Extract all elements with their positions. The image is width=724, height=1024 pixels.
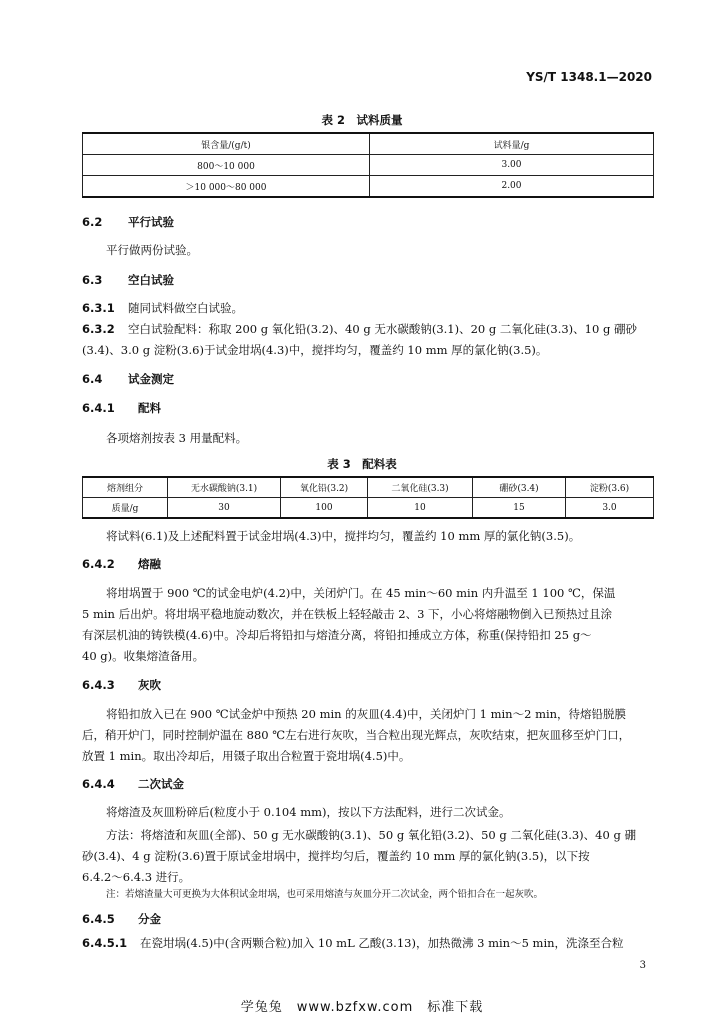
table3-header-cell: 二氧化硅(3.3) xyxy=(368,477,473,498)
table2 xyxy=(82,132,654,198)
paragraph-line: 将铅扣放入已在 900 ℃试金炉中预热 20 min 的灰皿(4.4)中，关闭炉门 1 min～2 min，待熔铅脱膜 xyxy=(106,707,627,721)
table3-cell: 10 xyxy=(368,498,473,519)
page-number: 3 xyxy=(639,960,646,971)
paragraph-line: 将熔渣及灰皿粉碎后(粒度小于 0.104 mm)，按以下方法配料，进行二次试金。 xyxy=(106,805,511,819)
section-title: 二次试金 xyxy=(138,777,184,791)
table3-cell: 质量/g xyxy=(83,498,168,519)
section-number: 6.2 xyxy=(82,215,103,229)
table2-caption: 表 2 试料质量 xyxy=(321,113,403,127)
table3-header-cell: 无水碳酸钠(3.1) xyxy=(168,477,281,498)
section-title: 熔融 xyxy=(138,557,161,571)
paragraph: 平行做两份试验。 xyxy=(106,243,198,257)
standard-number: YS/T 1348.1—2020 xyxy=(526,70,652,84)
section-number: 6.4.4 xyxy=(82,777,115,791)
table3-header-cell: 淀粉(3.6) xyxy=(566,477,654,498)
paragraph: (3.4)、3.0 g 淀粉(3.6)于试金坩埚(4.3)中，搅拌均匀，覆盖约 10 mm 厚的氯化钠(3.5)。 xyxy=(82,343,548,357)
clause-number: 6.4.5.1 xyxy=(82,936,128,950)
section-6-4-heading xyxy=(82,371,174,387)
clause-6-4-5-1 xyxy=(82,933,682,955)
section-number: 6.4.2 xyxy=(82,557,115,571)
section-number: 6.4.5 xyxy=(82,912,115,926)
paragraph-line: 5 min 后出炉。将坩埚平稳地旋动数次，并在铁板上轻轻敲击 2、3 下，小心将熔融物倒入已预热过且涂 xyxy=(82,607,613,621)
table2-cell: ＞10 000～80 000 xyxy=(83,176,370,198)
table3-cell: 30 xyxy=(168,498,281,519)
paragraph-line: 放置 1 min。取出冷却后，用镊子取出合粒置于瓷坩埚(4.5)中。 xyxy=(82,749,411,763)
section-6-2-heading xyxy=(82,214,174,230)
section-title: 分金 xyxy=(138,912,161,926)
paragraph-line: 40 g)。收集熔渣备用。 xyxy=(82,649,205,663)
table3-cell: 15 xyxy=(473,498,566,519)
section-number: 6.4 xyxy=(82,372,103,386)
paragraph-line: 有深层机油的铸铁模(4.6)中。冷却后将铅扣与熔渣分离，将铅扣捶成立方体，称重(保持铅扣 25 g～ xyxy=(82,628,592,642)
section-title: 灰吹 xyxy=(138,678,161,692)
table-row xyxy=(83,498,654,519)
clause-number: 6.3.2 xyxy=(82,322,115,336)
paragraph-line: 后，稍开炉门，同时控制炉温在 880 ℃左右进行灰吹，当合粒出现光辉点，灰吹结束，把灰皿移至炉门口， xyxy=(82,728,631,742)
table3-cell: 3.0 xyxy=(566,498,654,519)
section-6-3-heading xyxy=(82,272,174,288)
section-number: 6.4.3 xyxy=(82,678,115,692)
table-row xyxy=(83,176,654,198)
paragraph-line: 6.4.2～6.4.3 进行。 xyxy=(82,870,191,884)
table3-header-row xyxy=(83,477,654,498)
paragraph-line: 方法：将熔渣和灰皿(全部)、50 g 无水碳酸钠(3.1)、50 g 氧化铅(3.2)、50 g 二氧化硅(3.3)、40 g 硼 xyxy=(106,828,636,842)
section-title: 平行试验 xyxy=(128,215,174,229)
paragraph: 各项熔剂按表 3 用量配料。 xyxy=(106,431,248,445)
table3-header-cell: 熔剂组分 xyxy=(83,477,168,498)
table3-header-cell: 氧化铅(3.2) xyxy=(281,477,368,498)
paragraph-line: 将坩埚置于 900 ℃的试金电炉(4.2)中，关闭炉门。在 45 min～60 min 内升温至 1 100 ℃，保温 xyxy=(106,586,616,600)
section-6-4-2-heading xyxy=(82,556,161,572)
section-6-4-1-heading xyxy=(82,400,161,416)
table2-cell: 2.00 xyxy=(370,176,654,198)
clause-6-3-1 xyxy=(82,298,662,320)
table3-header-cell: 硼砂(3.4) xyxy=(473,477,566,498)
table3 xyxy=(82,476,654,519)
section-6-4-3-heading xyxy=(82,677,161,693)
note: 注：若熔渣量大可更换为大体积试金坩埚，也可采用熔渣与灰皿分开二次试金，两个铅扣合在一起灰吹。 xyxy=(106,889,544,900)
clause-number: 6.3.1 xyxy=(82,301,115,315)
paragraph: 将试料(6.1)及上述配料置于试金坩埚(4.3)中，搅拌均匀，覆盖约 10 mm 厚的氯化钠(3.5)。 xyxy=(106,529,581,543)
section-title: 配料 xyxy=(138,401,161,415)
clause-6-3-2 xyxy=(82,319,662,341)
section-number: 6.4.1 xyxy=(82,401,115,415)
paragraph-line: 砂(3.4)、4 g 淀粉(3.6)置于原试金坩埚中，搅拌均匀后，覆盖约 10 mm 厚的氯化钠(3.5)，以下按 xyxy=(82,849,590,863)
section-6-4-5-heading xyxy=(82,911,161,927)
table2-cell: 800～10 000 xyxy=(83,155,370,176)
footer-watermark: 学兔兔 www.bzfxw.com 标准下载 xyxy=(240,1000,484,1015)
section-title: 空白试验 xyxy=(128,273,174,287)
table3-cell: 100 xyxy=(281,498,368,519)
clause-text: 随同试料做空白试验。 xyxy=(128,301,243,315)
table2-cell: 3.00 xyxy=(370,155,654,176)
section-number: 6.3 xyxy=(82,273,103,287)
clause-text: 在瓷坩埚(4.5)中(含两颗合粒)加入 10 mL 乙酸(3.13)，加热微沸 3 min～5 min，洗涤至合粒 xyxy=(140,936,624,950)
table3-caption: 表 3 配料表 xyxy=(327,457,397,471)
table2-header-row xyxy=(83,133,654,155)
section-6-4-4-heading xyxy=(82,776,184,792)
table-row xyxy=(83,155,654,176)
clause-text: 空白试验配料：称取 200 g 氧化铅(3.2)、40 g 无水碳酸钠(3.1)、20 g 二氧化硅(3.3)、10 g 硼砂 xyxy=(128,322,637,336)
section-title: 试金测定 xyxy=(128,372,174,386)
table2-header-cell: 试料量/g xyxy=(370,133,654,155)
table2-header-cell: 银含量/(g/t) xyxy=(83,133,370,155)
